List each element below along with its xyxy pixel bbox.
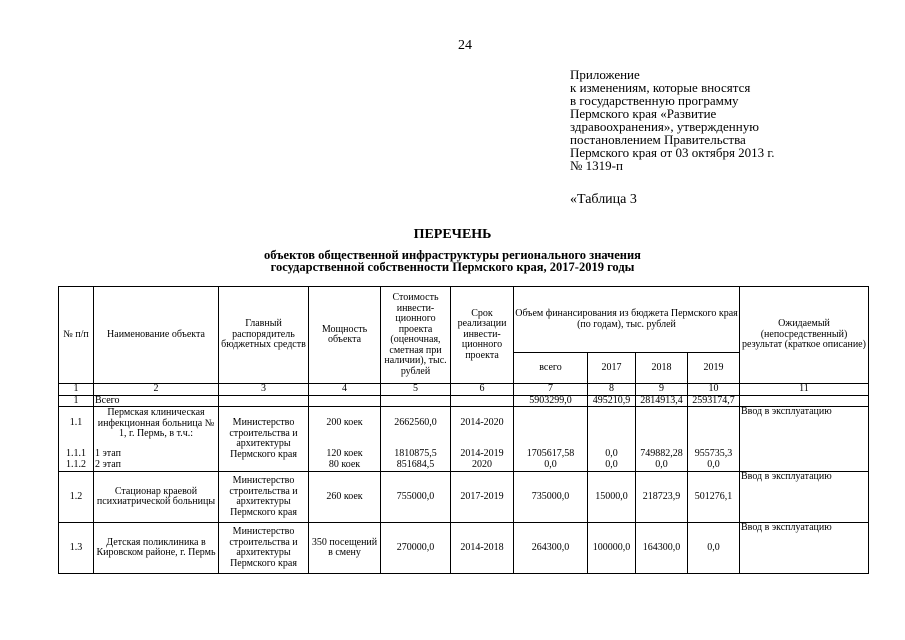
funding-total: 264300,0 [514, 523, 588, 574]
funding-total: 0,0 [544, 458, 557, 470]
header-name: Наименование объекта [94, 287, 219, 384]
funding-total: 1705617,58 [526, 448, 575, 459]
funding-2017: 15000,0 [588, 472, 636, 523]
header-total: всего [514, 353, 588, 384]
object-stage-name: 2 этап [95, 458, 121, 470]
capacity: 120 коек [326, 448, 363, 459]
objects-table [58, 286, 869, 574]
expected-result: Ввод в эксплуатацию [740, 407, 869, 472]
table-row [59, 523, 869, 574]
funding-2017: 100000,0 [588, 523, 636, 574]
funding-2017: 0,0 [605, 448, 618, 459]
period: 2014-2019 [460, 448, 504, 459]
table-row [59, 407, 869, 472]
manager: Министерство строительства и архитектуры Пермского края [219, 523, 309, 574]
column-number: 9 [636, 384, 688, 396]
cost: 270000,0 [381, 523, 451, 574]
funding-2019: 955735,3 [694, 448, 733, 459]
appendix-line: Приложение [570, 67, 640, 82]
cost: 755000,0 [381, 472, 451, 523]
header-2018: 2018 [636, 353, 688, 384]
appendix-line: в государственную программу [570, 93, 739, 108]
period: 2020 [472, 458, 492, 470]
column-number: 1 [59, 384, 94, 396]
row-num: 1.1 [69, 417, 83, 428]
object-name: Стационар краевой психиатрической больницы [94, 472, 219, 523]
column-number: 5 [381, 384, 451, 396]
funding-2019: 501276,1 [688, 472, 740, 523]
capacity: 350 посещений в смену [309, 523, 381, 574]
object-stage-name: 1 этап [95, 448, 121, 459]
cost: 2662560,0 [394, 417, 437, 428]
total-num: 1 [59, 395, 94, 407]
object-name: Детская поликлиника в Кировском районе, г. Пермь [94, 523, 219, 574]
column-number: 7 [514, 384, 588, 396]
appendix-line: Пермского края «Развитие [570, 106, 717, 121]
subtitle-line: объектов общественной инфраструктуры регионального значения [264, 248, 641, 262]
total-label: Всего [94, 395, 219, 407]
capacity: 80 коек [328, 458, 361, 470]
total-2019: 2593174,7 [688, 395, 740, 407]
column-number: 3 [219, 384, 309, 396]
column-number: 10 [688, 384, 740, 396]
total-row [59, 395, 869, 407]
funding-2018: 218723,9 [636, 472, 688, 523]
subtitle-line: государственной собственности Пермского края, 2017-2019 годы [270, 260, 635, 274]
appendix-line: здравоохранения», утвержденную [570, 119, 759, 134]
cost: 1810875,5 [394, 448, 437, 459]
funding-2018: 749882,28 [640, 448, 683, 459]
column-number: 8 [588, 384, 636, 396]
object-name: Пермская клиническая инфекционная больница № 1, г. Пермь, в т.ч.: [97, 407, 215, 439]
capacity: 200 коек [326, 417, 363, 428]
column-number: 6 [451, 384, 514, 396]
period: 2014-2020 [460, 417, 504, 428]
column-number: 11 [740, 384, 869, 396]
capacity: 260 коек [309, 472, 381, 523]
row-num: 1.2 [59, 472, 94, 523]
manager: Министерство строительства и архитектуры Пермского края [219, 472, 309, 523]
header-funding: Объем финансирования из бюджета Пермского края (по годам), тыс. рублей [514, 287, 740, 353]
period: 2014-2018 [451, 523, 514, 574]
column-number: 2 [94, 384, 219, 396]
header-2019: 2019 [688, 353, 740, 384]
header-cost: Стоимость инвести-ционного проекта (оценочная, сметная при наличии), тыс. рублей [381, 287, 451, 384]
funding-2017: 0,0 [605, 458, 618, 470]
appendix-line: № 1319-п [570, 158, 623, 173]
total-sum: 5903299,0 [514, 395, 588, 407]
document-subtitle [0, 249, 905, 273]
funding-2019: 0,0 [688, 523, 740, 574]
header-2017: 2017 [588, 353, 636, 384]
expected-result: Ввод в эксплуатацию [740, 523, 869, 574]
funding-2018: 0,0 [655, 458, 668, 470]
funding-2019: 0,0 [707, 458, 720, 470]
row-num: 1.3 [59, 523, 94, 574]
appendix-line: Пермского края от 03 октября 2013 г. [570, 145, 775, 160]
table-reference: «Таблица 3 [570, 192, 637, 207]
header-result: Ожидаемый (непосредственный) результат (краткое описание) [740, 287, 869, 384]
header-manager: Главный распорядитель бюджетных средств [219, 287, 309, 384]
funding-total: 735000,0 [514, 472, 588, 523]
header-capacity: Мощность объекта [309, 287, 381, 384]
total-2018: 2814913,4 [636, 395, 688, 407]
header-period: Срок реализации инвести-ционного проекта [451, 287, 514, 384]
period: 2017-2019 [451, 472, 514, 523]
total-2017: 495210,9 [588, 395, 636, 407]
funding-2018: 164300,0 [636, 523, 688, 574]
header-num: № п/п [59, 287, 94, 384]
column-number-row [59, 384, 869, 396]
page-number: 24 [458, 38, 472, 53]
appendix-line: к изменениям, которые вносятся [570, 80, 751, 95]
manager: Министерство строительства и архитектуры Пермского края [219, 407, 309, 472]
row-num: 1.1.2 [66, 458, 86, 470]
cost: 851684,5 [396, 458, 435, 470]
expected-result: Ввод в эксплуатацию [740, 472, 869, 523]
appendix-note [570, 68, 775, 172]
column-number: 4 [309, 384, 381, 396]
appendix-line: постановлением Правительства [570, 132, 746, 147]
row-num: 1.1.1 [66, 448, 86, 459]
document-title: ПЕРЕЧЕНЬ [413, 227, 492, 242]
table-row [59, 472, 869, 523]
